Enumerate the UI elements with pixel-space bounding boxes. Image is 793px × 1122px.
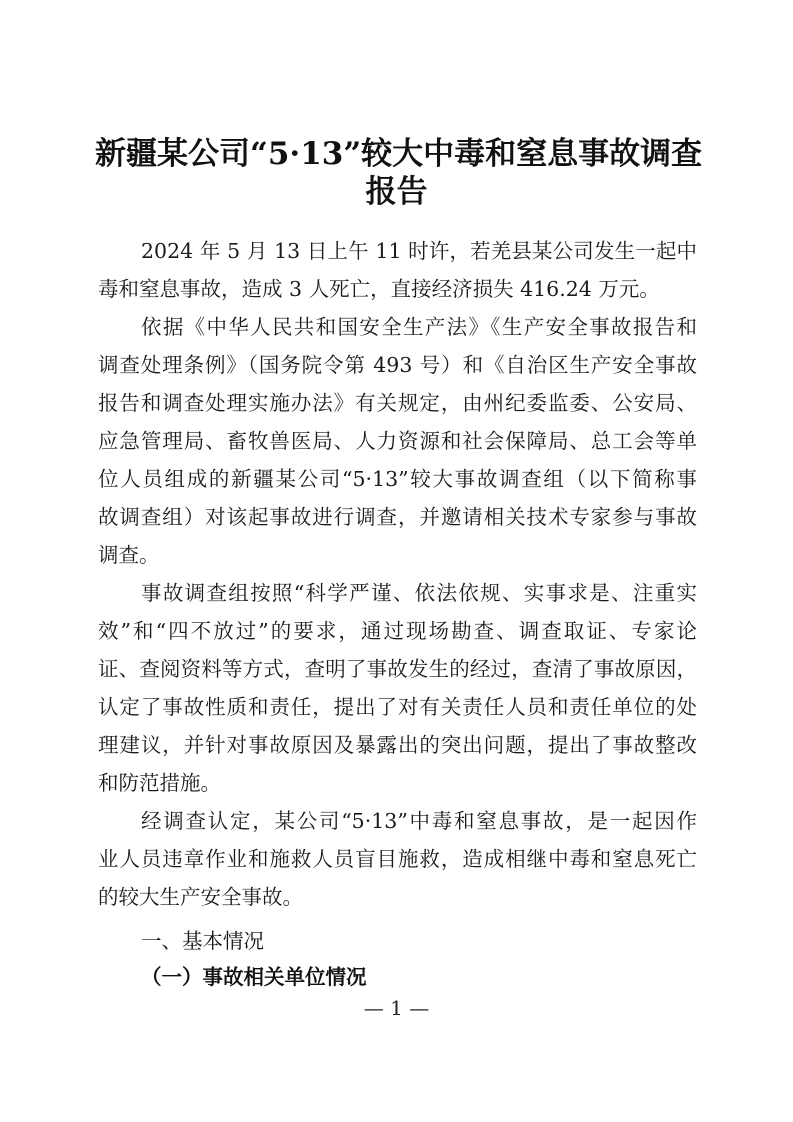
paragraph-4-line-2: 业人员违章作业和施救人员盲目施救，造成相继中毒和窒息死亡	[98, 847, 697, 871]
document-title-line-1: 新疆某公司“5·13”较大中毒和窒息事故调查	[95, 136, 703, 172]
section-heading-basic-situation: 一、基本情况	[141, 929, 264, 953]
subsection-heading-related-units: （一）事故相关单位情况	[141, 965, 367, 989]
paragraph-3-line-4: 认定了事故性质和责任，提出了对有关责任人员和责任单位的处	[98, 695, 697, 719]
page-number: — 1 —	[363, 996, 430, 1020]
paragraph-3-line-2: 效”和“四不放过”的要求，通过现场勘查、调查取证、专家论	[98, 619, 697, 643]
paragraph-2-line-4: 应急管理局、畜牧兽医局、人力资源和社会保障局、总工会等单	[98, 429, 697, 453]
paragraph-1-line-1: 2024 年 5 月 13 日上午 11 时许，若羌县某公司发生一起中	[141, 239, 697, 263]
paragraph-2-line-6: 故调查组）对该起事故进行调查，并邀请相关技术专家参与事故	[98, 505, 697, 529]
paragraph-3-line-6: 和防范措施。	[98, 771, 221, 795]
paragraph-4-line-3: 的较大生产安全事故。	[98, 885, 303, 909]
paragraph-2-line-7: 调查。	[98, 543, 160, 567]
paragraph-2-line-2: 调查处理条例》（国务院令第 493 号）和《自治区生产安全事故	[98, 353, 697, 377]
paragraph-3-line-1: 事故调查组按照“科学严谨、依法依规、实事求是、注重实	[141, 581, 697, 605]
paragraph-2-line-3: 报告和调查处理实施办法》有关规定，由州纪委监委、公安局、	[98, 391, 697, 415]
paragraph-2-line-5: 位人员组成的新疆某公司“5·13”较大事故调查组（以下简称事	[98, 467, 697, 491]
document-title-line-2: 报告	[365, 174, 428, 210]
paragraph-1-line-2: 毒和窒息事故，造成 3 人死亡，直接经济损失 416.24 万元。	[98, 277, 660, 301]
paragraph-3-line-5: 理建议，并针对事故原因及暴露出的突出问题，提出了事故整改	[98, 733, 697, 757]
paragraph-4-line-1: 经调查认定，某公司“5·13”中毒和窒息事故，是一起因作	[141, 809, 697, 833]
paragraph-3-line-3: 证、查阅资料等方式，查明了事故发生的经过，查清了事故原因，	[98, 657, 697, 681]
paragraph-2-line-1: 依据《中华人民共和国安全生产法》《生产安全事故报告和	[141, 315, 697, 339]
